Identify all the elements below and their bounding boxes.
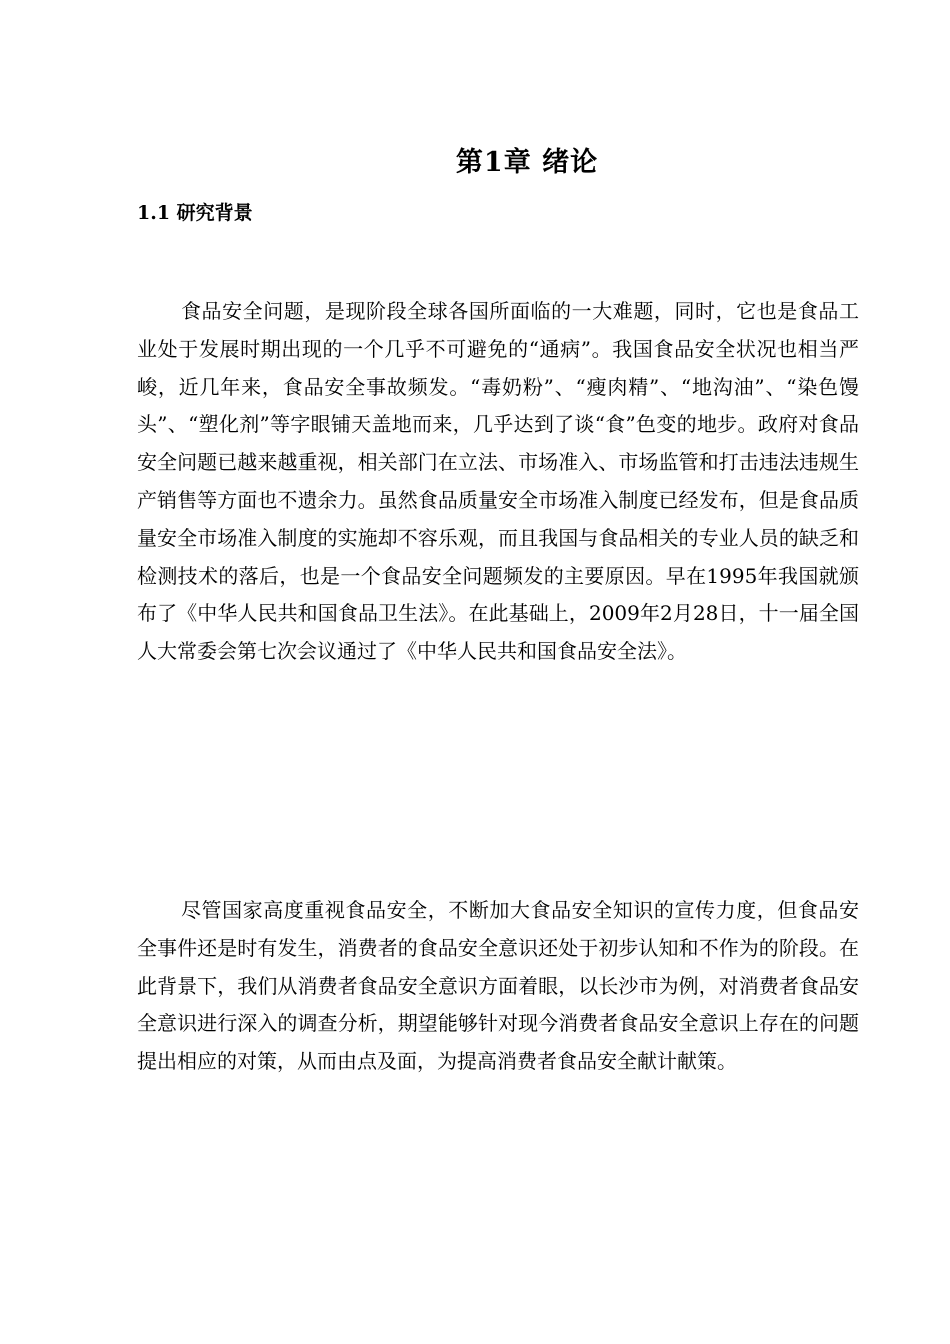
body-paragraph: 食品安全问题，是现阶段全球各国所面临的一大难题，同时，它也是食品工业处于发展时期出现的一个几乎不可避免的“通病”。我国食品安全状况也相当严峻，近几年来，食品安全事故频发。“毒奶粉”、“瘦肉精”、“地沟油”、“染色馒头”、“塑化剂”等字眼铺天盖地而来，几乎达到了谈“食”色变的地步。政府对食品安全问题已越来越重视，相关部门在立法、市场准入、市场监管和打击违法违规生产销售等方面也不遗余力。虽然食品质量安全市场准入制度已经发布，但是食品质量安全市场准入制度的实施却不容乐观，而且我国与食品相关的专业人员的缺乏和检测技术的落后，也是一个食品安全问题频发的主要原因。早在1995年我国就颁布了《中华人民共和国食品卫生法》。在此基础上，2009年2月28日，十一届全国人大常委会第七次会议通过了《中华人民共和国食品安全法》。 (137, 299, 859, 664)
body-paragraph: 尽管国家高度重视食品安全，不断加大食品安全知识的宣传力度，但食品安全事件还是时有发生，消费者的食品安全意识还处于初步认知和不作为的阶段。在此背景下，我们从消费者食品安全意识方面着眼，以长沙市为例，对消费者食品安全意识进行深入的调查分析，期望能够针对现今消费者食品安全意识上存在的问题提出相应的对策，从而由点及面，为提高消费者食品安全献计献策。 (137, 898, 859, 1074)
section-heading: 1.1 研究背景 (137, 202, 253, 224)
chapter-title: 第1章 绪论 (455, 147, 599, 178)
